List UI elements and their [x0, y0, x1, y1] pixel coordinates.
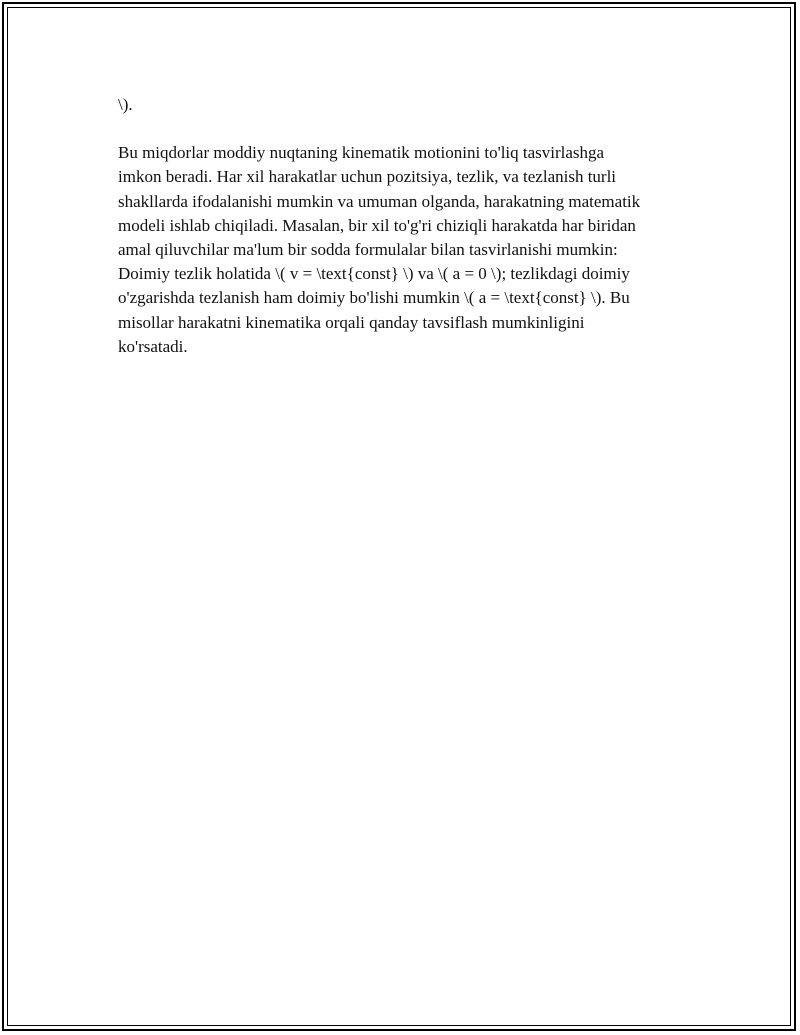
paragraph-line: Bu miqdorlar moddiy nuqtaning kinematik motionini to'liq tasvirlashga: [118, 143, 605, 163]
paragraph: [118, 141, 693, 359]
paragraph-gap: [118, 117, 693, 141]
paragraph-line: amal qiluvchilar ma'lum bir sodda formulalar bilan tasvirlanishi mumkin:: [118, 240, 618, 260]
paragraph-line: misollar harakatni kinematika orqali qanday tavsiflash mumkinligini: [118, 312, 585, 332]
paragraph-line: ko'rsatadi.: [118, 336, 188, 356]
paragraph-line: Doimiy tezlik holatida \( v = \text{const} \) va \( a = 0 \); tezlikdagi doimiy: [118, 264, 630, 284]
paragraph-line: modeli ishlab chiqiladi. Masalan, bir xil to'g'ri chiziqli harakatda har biridan: [118, 215, 636, 235]
fragment-line: \).: [118, 95, 133, 114]
document-body: [118, 93, 693, 359]
paragraph-line: imkon beradi. Har xil harakatlar uchun pozitsiya, tezlik, va tezlanish turli: [118, 167, 617, 187]
paragraph-line: o'zgarishda tezlanish ham doimiy bo'lishi mumkin \( a = \text{const} \). Bu: [118, 288, 630, 308]
paragraph-line: shakllarda ifodalanishi mumkin va umuman olganda, harakatning matematik: [118, 191, 641, 211]
